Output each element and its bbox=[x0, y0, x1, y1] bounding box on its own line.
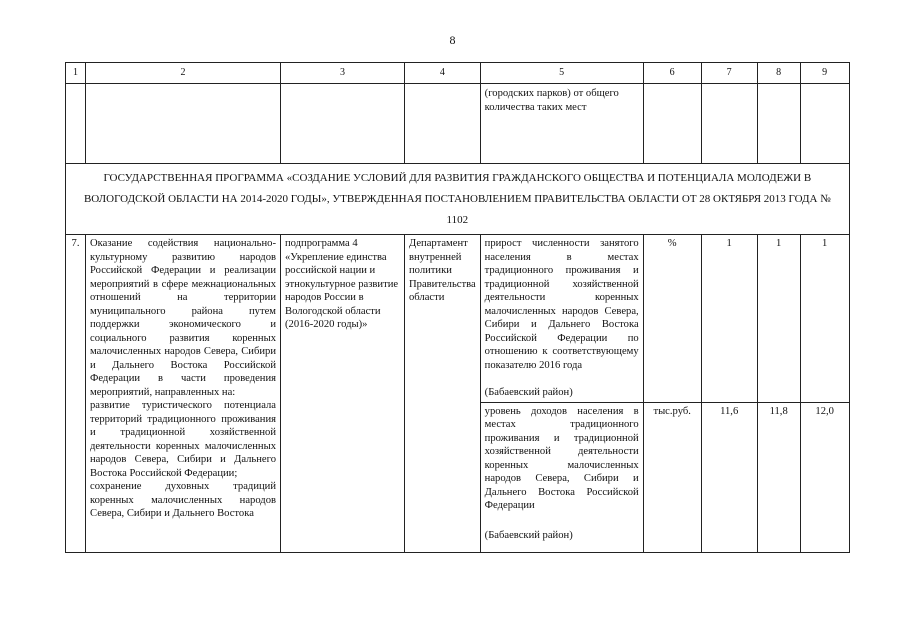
program-heading: ГОСУДАРСТВЕННАЯ ПРОГРАММА «СОЗДАНИЕ УСЛОВИЙ ДЛЯ РАЗВИТИЯ ГРАЖДАНСКОГО ОБЩЕСТВА И ПОТЕНЦИАЛА МОЛОДЕЖИ В ВОЛОГОДСКОЙ ОБЛАСТИ НА 2014-2020 ГОДЫ», УТВЕРЖДЕННАЯ ПОСТАНОВЛЕНИЕМ ПРАВИТЕЛЬСТВА ОБЛАСТИ ОТ 28 ОКТЯБРЯ 2013 ГОДА № 1102 bbox=[66, 164, 850, 235]
value-cell: 12,0 bbox=[800, 402, 849, 552]
indicator-cell bbox=[480, 235, 643, 403]
value-cell: 1 bbox=[800, 235, 849, 403]
continuation-row bbox=[66, 84, 850, 164]
unit-cell: тыс.руб. bbox=[643, 402, 701, 552]
measure-item: сохранение духовных традиций коренных малочисленных народов Севера, Сибири и Дальнего Востока bbox=[90, 481, 276, 519]
column-number: 3 bbox=[281, 63, 405, 84]
empty-cell bbox=[757, 84, 800, 164]
empty-cell bbox=[800, 84, 849, 164]
measure-text: Оказание содействия национально-культурному развитию народов Российской Федерации и реализации мероприятий в сфере межнациональных отношений на территории муниципального района путем поддержки экономического и социального развития коренных малочисленных народов Севера, Сибири и Дальнего Востока Российской Федерации в части проведения мероприятий, направленных на: bbox=[90, 238, 276, 398]
responsible-cell: Департамент внутренней политики Правительства области bbox=[405, 235, 481, 553]
indicator-cell bbox=[480, 402, 643, 552]
column-number: 6 bbox=[643, 63, 701, 84]
empty-cell bbox=[86, 84, 281, 164]
indicator-table bbox=[65, 62, 850, 553]
indicator-text: уровень доходов населения в местах традиционного проживания и традиционной хозяйственной деятельности коренных малочисленных народов Севера, Сибири и Дальнего Востока Российской Федерации bbox=[484, 405, 639, 511]
indicator-text: прирост численности занятого населения в местах традиционного проживания и традиционной хозяйственной деятельности коренных малочисленных народов Севера, Сибири и Дальнего Востока Российской Федерации по отношению к соответствующему показателю 2016 года bbox=[484, 238, 639, 371]
value-cell: 11,8 bbox=[757, 402, 800, 552]
page-number: 8 bbox=[449, 33, 456, 47]
empty-cell bbox=[701, 84, 757, 164]
value-cell: 11,6 bbox=[701, 402, 757, 552]
empty-cell bbox=[281, 84, 405, 164]
continuation-indicator: (городских парков) от общего количества таких мест bbox=[480, 84, 643, 164]
column-number: 5 bbox=[480, 63, 643, 84]
table-row bbox=[66, 235, 850, 403]
column-number: 8 bbox=[757, 63, 800, 84]
column-number: 1 bbox=[66, 63, 86, 84]
measure-item: развитие туристического потенциала территорий традиционного проживания и традиционной хозяйственной деятельности коренных малочисленных народов Севера, Сибири и Дальнего Востока Российской Федерации; bbox=[90, 400, 276, 479]
measure-cell bbox=[86, 235, 281, 553]
empty-cell bbox=[405, 84, 481, 164]
row-number: 7. bbox=[66, 235, 86, 553]
district-note: (Бабаевский район) bbox=[484, 529, 573, 541]
column-number: 4 bbox=[405, 63, 481, 84]
column-number: 2 bbox=[86, 63, 281, 84]
column-number: 7 bbox=[701, 63, 757, 84]
empty-cell bbox=[643, 84, 701, 164]
empty-cell bbox=[66, 84, 86, 164]
column-number: 9 bbox=[800, 63, 849, 84]
column-number-row bbox=[66, 63, 850, 84]
program-heading-row bbox=[66, 164, 850, 235]
unit-cell: % bbox=[643, 235, 701, 403]
value-cell: 1 bbox=[701, 235, 757, 403]
district-note: (Бабаевский район) bbox=[484, 387, 573, 398]
subprogram-cell: подпрограмма 4 «Укрепление единства российской нации и этнокультурное развитие народов России в Вологодской области (2016-2020 годы)» bbox=[281, 235, 405, 553]
value-cell: 1 bbox=[757, 235, 800, 403]
